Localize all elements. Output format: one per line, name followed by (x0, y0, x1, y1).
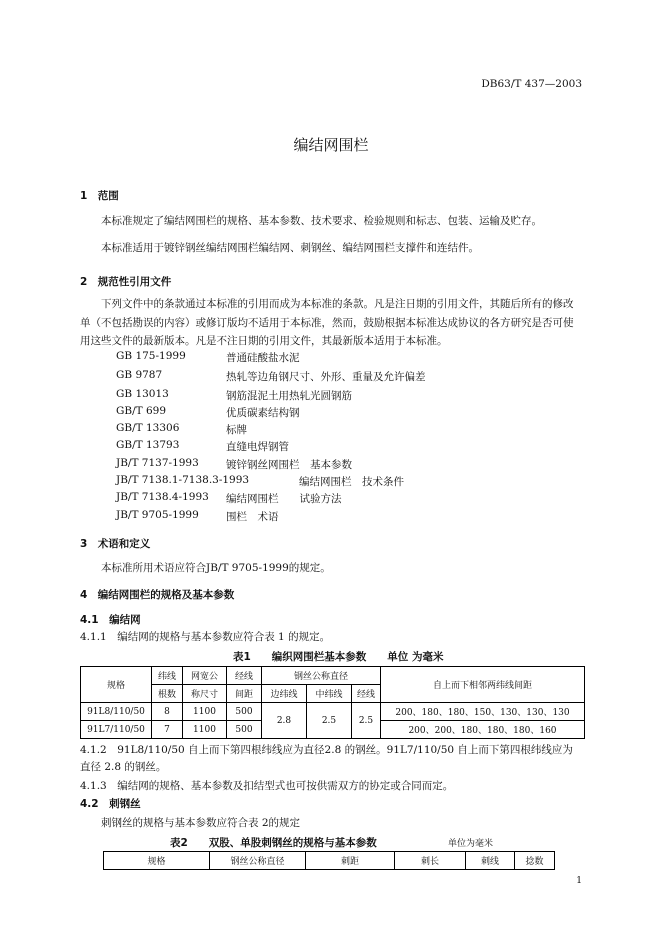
cell-warp-spacing: 500 (227, 703, 262, 721)
cell-weft-gaps: 200、180、180、150、130、130、130 (381, 703, 585, 721)
th-t2-barb-length: 刺长 (395, 852, 466, 870)
th-warp: 经线 (352, 685, 381, 703)
clause-4-2: 刺钢丝的规格与基本参数应符合表 2的规定 (101, 817, 301, 829)
th-t2-barb-wire: 刺线 (466, 852, 515, 870)
th-weft-gaps: 自上而下相邻两纬线间距 (381, 667, 585, 703)
page-number: 1 (576, 876, 582, 886)
subsection-4-2-heading: 4.2 刺钢丝 (80, 798, 141, 810)
table-1 (80, 666, 585, 739)
th-warp-spacing-2: 间距 (227, 685, 262, 703)
ref-code: JB/T 7138.4-1993 (116, 491, 209, 503)
cell-weft-gaps: 200、200、180、180、180、160 (381, 721, 585, 739)
th-weft-count-2: 根数 (152, 685, 183, 703)
section-4-heading: 4 编结网围栏的规格及基本参数 (80, 589, 235, 601)
section-3-para: 本标准所用术语应符合JB/T 9705-1999的规定。 (101, 562, 331, 574)
table-2-caption: 表2 双股、单股刺钢丝的规格与基本参数 (170, 837, 377, 849)
ref-code: GB/T 699 (116, 405, 167, 417)
document-title: 编结网围栏 (293, 136, 369, 154)
th-mid-weft: 中纬线 (307, 685, 352, 703)
section-1-para-1: 本标准规定了编结网围栏的规格、基本参数、技术要求、检验规则和标志、包装、运输及贮存。 (101, 215, 542, 227)
th-wire-diameter: 钢丝公称直径 (262, 667, 381, 685)
cell-net-width: 1100 (183, 703, 227, 721)
cell-net-width: 1100 (183, 721, 227, 739)
th-t2-barb-spacing: 刺距 (306, 852, 395, 870)
ref-name: 钢筋混泥土用热轧光圆钢筋 (226, 390, 352, 402)
ref-name: 直缝电焊钢管 (226, 441, 289, 453)
cell-weft-count: 7 (152, 721, 183, 739)
th-warp-spacing: 经线 (227, 667, 262, 685)
th-edge-weft: 边纬线 (262, 685, 307, 703)
clause-4-1-2: 4.1.2 91L8/110/50 自上而下第四根纬线应为直径2.8 的钢丝。91L7/110/50 自上而下第四根纬线应为直径 2.8 的钢丝。 (80, 744, 573, 773)
section-2-para: 下列文件中的条款通过本标准的引用而成为本标准的条款。凡是注日期的引用文件，其随后所有的修改单（不包括勘误的内容）或修订版均不适用于本标准，然而，鼓励根据本标准达成协议的各方研究是否可使用这些文件的最新版本。凡是不注日期的引用文件，其最新版本适用于本标准。 (80, 298, 574, 347)
ref-code: JB/T 9705-1999 (116, 509, 199, 521)
table-1-caption: 表1 编织网围栏基本参数 单位 为毫米 (233, 651, 444, 663)
standard-number: DB63/T 437—2003 (481, 78, 582, 90)
ref-code: JB/T 7138.1-7138.3-1993 (116, 474, 250, 486)
ref-code: GB 9787 (116, 369, 163, 381)
section-1-heading: 1 范围 (80, 190, 119, 202)
ref-code: GB/T 13793 (116, 439, 180, 451)
ref-code: GB/T 13306 (116, 422, 180, 434)
clause-4-1-1: 4.1.1 编结网的规格与基本参数应符合表 1 的规定。 (80, 631, 331, 643)
th-net-width-2: 称尺寸 (183, 685, 227, 703)
ref-code: JB/T 7137-1993 (116, 457, 199, 469)
cell-spec: 91L7/110/50 (81, 721, 152, 739)
table-2-unit: 单位为毫米 (448, 839, 494, 849)
ref-name: 编结网围栏 试验方法 (226, 493, 342, 505)
cell-mid-diameter: 2.5 (307, 703, 352, 739)
th-t2-twists: 捻数 (515, 852, 555, 870)
section-2-heading: 2 规范性引用文件 (80, 276, 172, 288)
ref-name: 编结网围栏 技术条件 (299, 476, 404, 488)
cell-warp-diameter: 2.5 (352, 703, 381, 739)
table-2 (103, 851, 555, 870)
ref-name: 镀锌钢丝网围栏 基本参数 (226, 459, 352, 471)
ref-name: 普通硅酸盐水泥 (226, 352, 300, 364)
ref-name: 热轧等边角钢尺寸、外形、重量及允许偏差 (226, 371, 426, 383)
cell-warp-spacing: 500 (227, 721, 262, 739)
ref-code: GB 13013 (116, 388, 169, 400)
table-row (81, 703, 585, 721)
clause-4-1-3: 4.1.3 编结网的规格、基本参数及扣结型式也可按供需双方的协定或合同而定。 (80, 780, 454, 792)
th-t2-spec: 规格 (104, 852, 210, 870)
cell-edge-diameter: 2.8 (262, 703, 307, 739)
ref-code: GB 175-1999 (116, 350, 186, 362)
th-spec: 规格 (81, 667, 152, 703)
ref-name: 围栏 术语 (226, 511, 279, 523)
section-3-heading: 3 术语和定义 (80, 538, 151, 550)
th-net-width: 网宽公 (183, 667, 227, 685)
ref-name: 标牌 (226, 424, 247, 436)
th-t2-diameter: 钢丝公称直径 (210, 852, 306, 870)
cell-weft-count: 8 (152, 703, 183, 721)
th-weft-count: 纬线 (152, 667, 183, 685)
ref-name: 优质碳素结构钢 (226, 407, 300, 419)
section-1-para-2: 本标准适用于镀锌钢丝编结网围栏编结网、刺钢丝、编结网围栏支撑件和连结件。 (101, 242, 479, 254)
cell-spec: 91L8/110/50 (81, 703, 152, 721)
subsection-4-1-heading: 4.1 编结网 (80, 614, 141, 626)
